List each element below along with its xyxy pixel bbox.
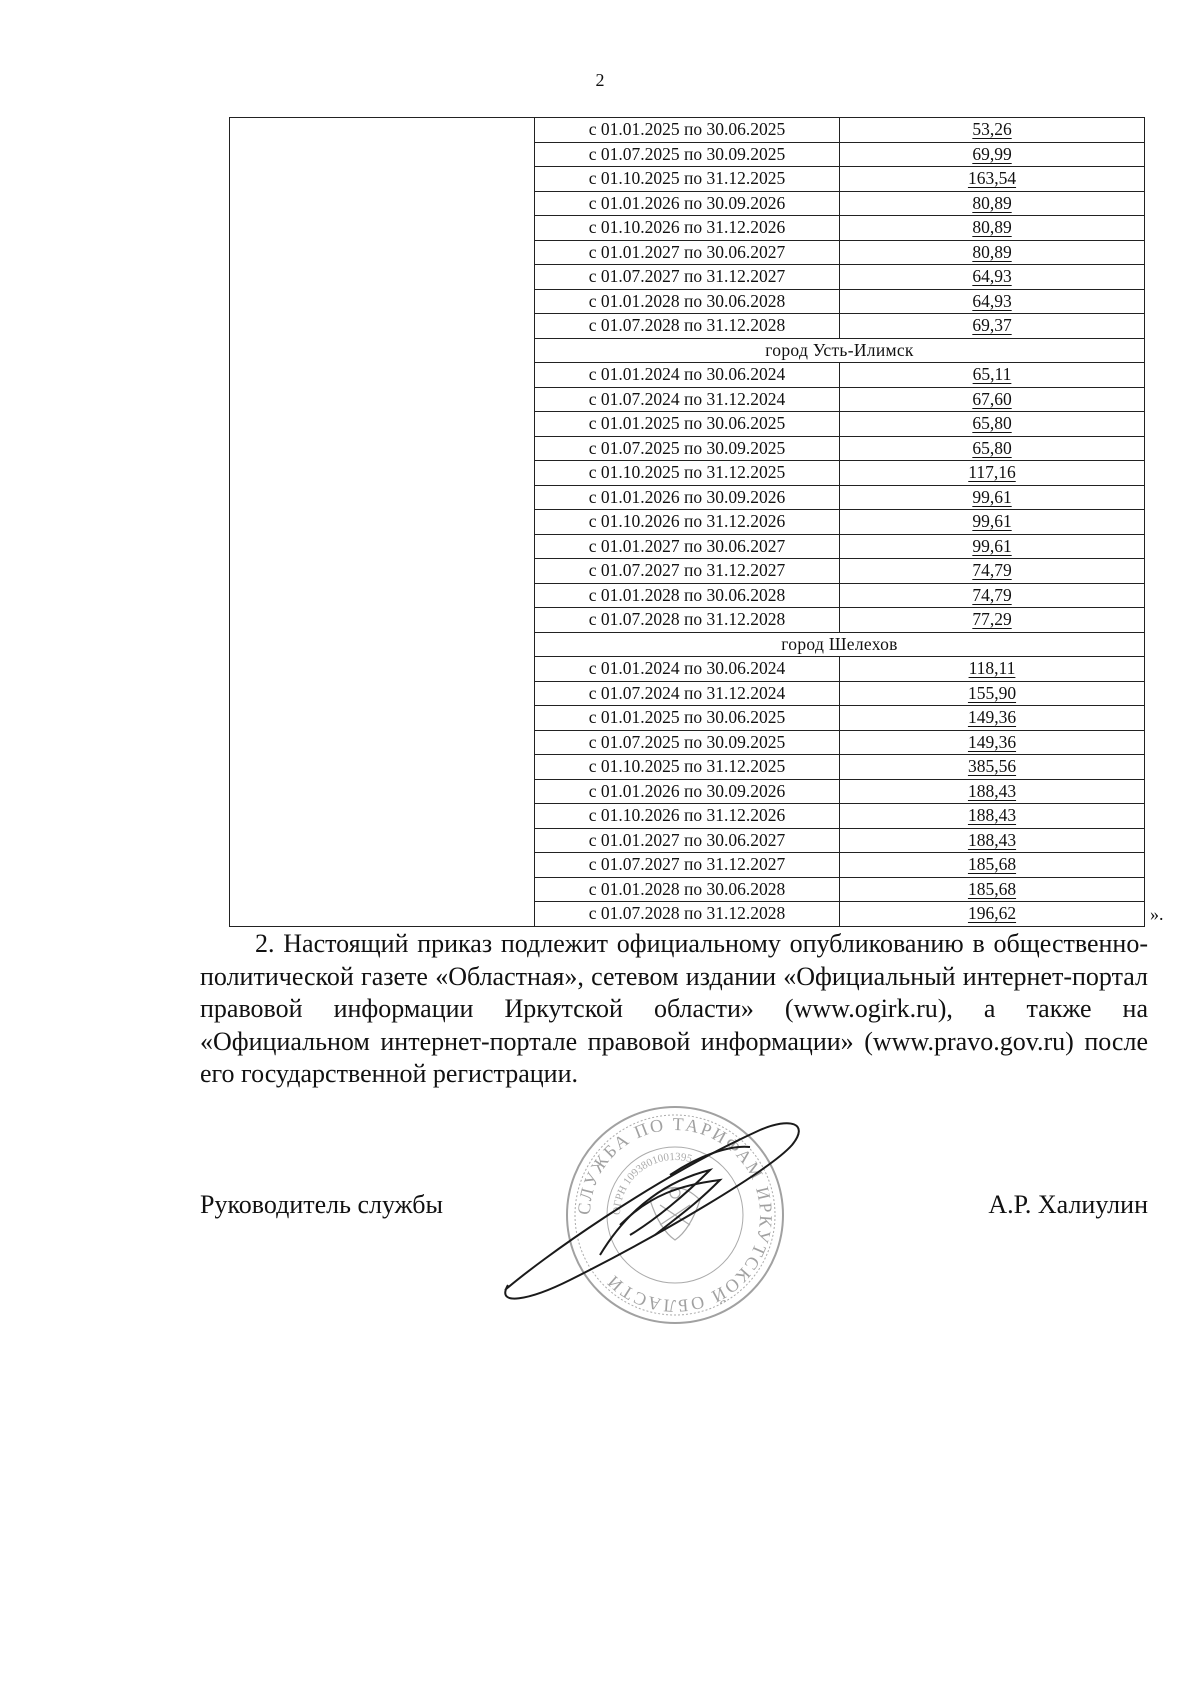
tariff-value-cell: 80,89 [840,191,1145,216]
official-stamp-and-signature [480,1085,840,1345]
tariff-value-cell: 53,26 [840,118,1145,143]
period-cell: с 01.01.2025 по 30.06.2025 [535,706,840,731]
period-cell: с 01.10.2025 по 31.12.2025 [535,167,840,192]
tariff-value-cell: 99,61 [840,510,1145,535]
period-cell: с 01.01.2028 по 30.06.2028 [535,583,840,608]
period-cell: с 01.01.2025 по 30.06.2025 [535,118,840,143]
period-cell: с 01.01.2026 по 30.09.2026 [535,485,840,510]
period-cell: с 01.07.2028 по 31.12.2028 [535,314,840,339]
svg-text:СЛУЖБА ПО ТАРИФАМ ИРКУТСКОЙ ОБ: СЛУЖБА ПО ТАРИФАМ ИРКУТСКОЙ ОБЛАСТИ [573,1113,777,1317]
tariff-value-cell: 188,43 [840,779,1145,804]
svg-text:ОГРН 1093801001395: ОГРН 1093801001395 [610,1150,694,1216]
period-cell: с 01.01.2025 по 30.06.2025 [535,412,840,437]
tariff-value-cell: 69,37 [840,314,1145,339]
tariff-value-cell: 149,36 [840,730,1145,755]
tariff-value-cell: 80,89 [840,240,1145,265]
stamp-seal [567,1107,783,1323]
table-row [230,118,1145,143]
tariff-value-cell: 385,56 [840,755,1145,780]
tariff-table-body [230,118,1145,927]
period-cell: с 01.01.2027 по 30.06.2027 [535,240,840,265]
tariff-value-cell: 80,89 [840,216,1145,241]
period-cell: с 01.07.2027 по 31.12.2027 [535,853,840,878]
tariff-value-cell: 74,79 [840,583,1145,608]
period-cell: с 01.10.2026 по 31.12.2026 [535,510,840,535]
tariff-value-cell: 77,29 [840,608,1145,633]
period-cell: с 01.01.2027 по 30.06.2027 [535,534,840,559]
period-cell: с 01.01.2024 по 30.06.2024 [535,363,840,388]
tariff-value-cell: 99,61 [840,534,1145,559]
tariff-value-cell: 99,61 [840,485,1145,510]
period-cell: с 01.01.2028 по 30.06.2028 [535,289,840,314]
city-name: город Усть-Илимск [535,338,1145,363]
period-cell: с 01.07.2027 по 31.12.2027 [535,559,840,584]
period-cell: с 01.07.2025 по 30.09.2025 [535,142,840,167]
period-cell: с 01.07.2027 по 31.12.2027 [535,265,840,290]
period-cell: с 01.01.2026 по 30.09.2026 [535,779,840,804]
period-cell: с 01.10.2025 по 31.12.2025 [535,461,840,486]
tariff-value-cell: 188,43 [840,804,1145,829]
signer-position: Руководитель службы [200,1190,443,1219]
empty-left-cell [230,118,535,927]
period-cell: с 01.01.2027 по 30.06.2027 [535,828,840,853]
tariff-value-cell: 65,11 [840,363,1145,388]
tariff-value-cell: 185,68 [840,853,1145,878]
publication-paragraph: 2. Настоящий приказ подлежит официальному опубликованию в общественно-политической газете «Областная», сетевом издании «Официальный интернет-портал правовой информации Иркутской области» (www.ogirk.ru), а также на «Официальном интернет-портале правовой информации» (www.pravo.gov.ru) после его государственной регистрации. [200,929,1148,1088]
period-cell: с 01.10.2026 по 31.12.2026 [535,216,840,241]
tariff-value-cell: 155,90 [840,681,1145,706]
tariff-value-cell: 117,16 [840,461,1145,486]
closing-quote: ». [1150,904,1164,924]
city-name: город Шелехов [535,632,1145,657]
period-cell: с 01.07.2024 по 31.12.2024 [535,681,840,706]
period-cell: с 01.10.2025 по 31.12.2025 [535,755,840,780]
period-cell: с 01.10.2026 по 31.12.2026 [535,804,840,829]
tariff-value-cell: 196,62 [840,902,1145,927]
page-number: 2 [595,70,605,90]
tariff-value-cell: 69,99 [840,142,1145,167]
period-cell: с 01.07.2024 по 31.12.2024 [535,387,840,412]
signer-name: А.Р. Халиулин [988,1190,1148,1219]
period-cell: с 01.07.2025 по 30.09.2025 [535,436,840,461]
period-cell: с 01.07.2025 по 30.09.2025 [535,730,840,755]
tariff-value-cell: 64,93 [840,289,1145,314]
tariff-value-cell: 65,80 [840,412,1145,437]
tariff-table [229,117,1145,927]
tariff-value-cell: 188,43 [840,828,1145,853]
period-cell: с 01.01.2024 по 30.06.2024 [535,657,840,682]
tariff-value-cell: 74,79 [840,559,1145,584]
period-cell: с 01.07.2028 по 31.12.2028 [535,902,840,927]
period-cell: с 01.07.2028 по 31.12.2028 [535,608,840,633]
tariff-table-wrapper [229,117,1144,927]
tariff-value-cell: 64,93 [840,265,1145,290]
tariff-value-cell: 65,80 [840,436,1145,461]
tariff-value-cell: 163,54 [840,167,1145,192]
tariff-value-cell: 118,11 [840,657,1145,682]
tariff-value-cell: 149,36 [840,706,1145,731]
tariff-value-cell: 185,68 [840,877,1145,902]
period-cell: с 01.01.2026 по 30.09.2026 [535,191,840,216]
tariff-value-cell: 67,60 [840,387,1145,412]
period-cell: с 01.01.2028 по 30.06.2028 [535,877,840,902]
